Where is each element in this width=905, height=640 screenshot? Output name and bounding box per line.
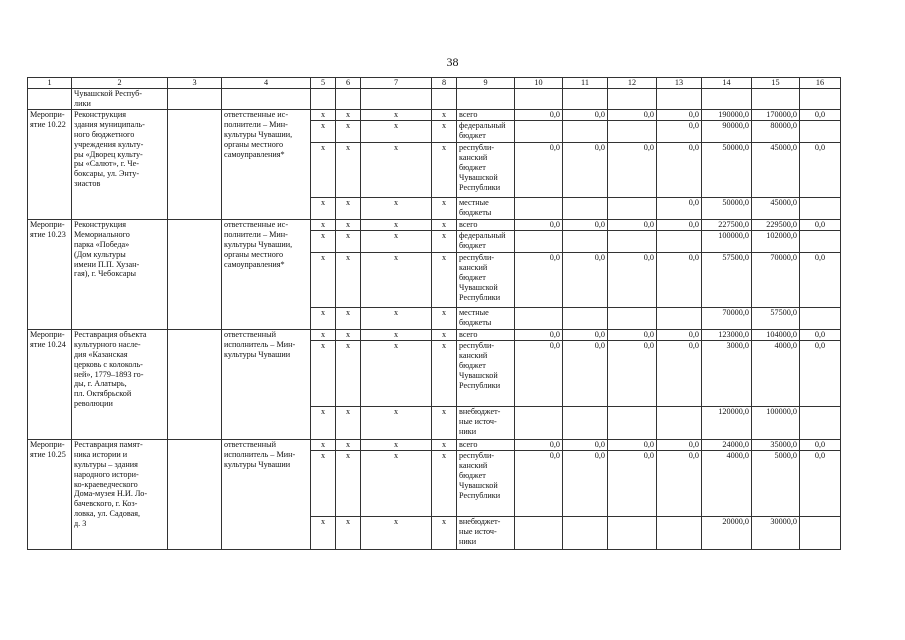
funding-source: внебюджет- ные источ- ники	[457, 516, 515, 549]
amount-cell: 0,0	[657, 439, 702, 450]
amount-cell: 20000,0	[702, 516, 752, 549]
amount-cell: 0,0	[657, 329, 702, 340]
funding-source: федеральный бюджет	[457, 120, 515, 142]
amount-cell	[800, 516, 841, 549]
funding-source: республи- канский бюджет Чувашской Республики	[457, 340, 515, 406]
measure-id: Меропри- ятие 10.23	[28, 219, 72, 329]
amount-cell: 0,0	[515, 340, 563, 406]
amount-cell: 0,0	[657, 197, 702, 219]
amount-cell	[800, 197, 841, 219]
code-cell: x	[361, 109, 432, 120]
amount-cell: 0,0	[657, 142, 702, 197]
amount-cell: 80000,0	[752, 120, 800, 142]
amount-cell: 0,0	[800, 142, 841, 197]
amount-cell: 5000,0	[752, 450, 800, 516]
funding-source: всего	[457, 439, 515, 450]
col-header: 7	[361, 78, 432, 89]
code-cell: x	[432, 307, 457, 329]
amount-cell: 0,0	[608, 219, 657, 230]
amount-cell	[657, 307, 702, 329]
code-cell: x	[361, 439, 432, 450]
page-number: 38	[446, 55, 459, 69]
funding-source: республи- канский бюджет Чувашской Республики	[457, 142, 515, 197]
program-table	[27, 77, 841, 550]
code-cell: x	[311, 120, 336, 142]
amount-cell	[563, 307, 608, 329]
column-number-row	[28, 78, 841, 89]
code-cell: x	[432, 439, 457, 450]
amount-cell: 227500,0	[702, 219, 752, 230]
amount-cell: 120000,0	[702, 406, 752, 439]
funding-source: местные бюджеты	[457, 307, 515, 329]
code-cell: x	[336, 142, 361, 197]
amount-cell: 0,0	[657, 340, 702, 406]
cell	[608, 88, 657, 109]
code-cell: x	[432, 450, 457, 516]
amount-cell	[608, 307, 657, 329]
code-cell: x	[311, 142, 336, 197]
amount-cell: 0,0	[800, 252, 841, 307]
amount-cell: 0,0	[800, 340, 841, 406]
amount-cell: 50000,0	[702, 197, 752, 219]
budget-row	[28, 329, 841, 340]
amount-cell: 57500,0	[752, 307, 800, 329]
budget-row	[28, 439, 841, 450]
cell	[168, 439, 222, 549]
code-cell: x	[336, 450, 361, 516]
cell	[168, 109, 222, 219]
amount-cell: 0,0	[515, 219, 563, 230]
amount-cell: 100000,0	[702, 230, 752, 252]
measure-id: Меропри- ятие 10.25	[28, 439, 72, 549]
amount-cell	[800, 307, 841, 329]
code-cell: x	[336, 109, 361, 120]
code-cell: x	[432, 406, 457, 439]
code-cell: x	[311, 516, 336, 549]
code-cell: x	[336, 219, 361, 230]
amount-cell: 45000,0	[752, 142, 800, 197]
amount-cell	[800, 230, 841, 252]
cell	[563, 88, 608, 109]
amount-cell: 0,0	[608, 142, 657, 197]
amount-cell	[657, 230, 702, 252]
amount-cell: 0,0	[608, 439, 657, 450]
amount-cell: 0,0	[800, 219, 841, 230]
code-cell: x	[432, 120, 457, 142]
code-cell: x	[336, 307, 361, 329]
code-cell: x	[432, 142, 457, 197]
amount-cell: 0,0	[563, 252, 608, 307]
code-cell: x	[432, 516, 457, 549]
executor: ответственный исполнитель – Мин- культуры Чувашии	[222, 439, 311, 549]
amount-cell: 0,0	[563, 142, 608, 197]
amount-cell: 0,0	[657, 109, 702, 120]
amount-cell: 0,0	[800, 450, 841, 516]
code-cell: x	[311, 307, 336, 329]
amount-cell	[515, 120, 563, 142]
amount-cell: 70000,0	[752, 252, 800, 307]
amount-cell: 0,0	[657, 252, 702, 307]
code-cell: x	[361, 219, 432, 230]
funding-source: республи- канский бюджет Чувашской Республики	[457, 450, 515, 516]
object-name: Чувашской Респуб- лики	[72, 88, 168, 109]
col-header: 16	[800, 78, 841, 89]
amount-cell	[515, 197, 563, 219]
executor: ответственные ис- полнители – Мин- культуры Чувашии, органы местного самоуправления*	[222, 109, 311, 219]
amount-cell: 104000,0	[752, 329, 800, 340]
col-header: 15	[752, 78, 800, 89]
code-cell: x	[361, 252, 432, 307]
funding-source: всего	[457, 329, 515, 340]
amount-cell: 0,0	[800, 109, 841, 120]
amount-cell: 0,0	[608, 329, 657, 340]
amount-cell	[657, 516, 702, 549]
code-cell: x	[311, 252, 336, 307]
cell	[361, 88, 432, 109]
code-cell: x	[311, 329, 336, 340]
amount-cell: 123000,0	[702, 329, 752, 340]
amount-cell	[608, 406, 657, 439]
col-header: 2	[72, 78, 168, 89]
amount-cell: 229500,0	[752, 219, 800, 230]
object-name: Реконструкция здания муниципаль- ного бюджетного учреждения культу- ры «Дворец культу- ры «Салют», г. Че- боксары, ул. Энту- зиастов	[72, 109, 168, 219]
amount-cell: 24000,0	[702, 439, 752, 450]
cell	[657, 88, 702, 109]
amount-cell	[563, 197, 608, 219]
amount-cell	[657, 406, 702, 439]
amount-cell	[515, 307, 563, 329]
amount-cell: 90000,0	[702, 120, 752, 142]
amount-cell	[608, 197, 657, 219]
code-cell: x	[336, 120, 361, 142]
budget-row	[28, 109, 841, 120]
code-cell: x	[432, 197, 457, 219]
amount-cell: 0,0	[800, 439, 841, 450]
funding-source: внебюджет- ные источ- ники	[457, 406, 515, 439]
code-cell: x	[311, 439, 336, 450]
amount-cell	[608, 516, 657, 549]
amount-cell	[515, 230, 563, 252]
amount-cell: 4000,0	[702, 450, 752, 516]
amount-cell: 57500,0	[702, 252, 752, 307]
amount-cell: 50000,0	[702, 142, 752, 197]
executor: ответственный исполнитель – Мин- культуры Чувашии	[222, 329, 311, 439]
amount-cell: 102000,0	[752, 230, 800, 252]
code-cell: x	[432, 340, 457, 406]
code-cell: x	[336, 439, 361, 450]
amount-cell: 0,0	[515, 439, 563, 450]
cell	[168, 329, 222, 439]
code-cell: x	[311, 109, 336, 120]
amount-cell: 30000,0	[752, 516, 800, 549]
amount-cell: 70000,0	[702, 307, 752, 329]
code-cell: x	[361, 406, 432, 439]
amount-cell	[563, 230, 608, 252]
amount-cell: 0,0	[608, 252, 657, 307]
code-cell: x	[361, 329, 432, 340]
amount-cell	[608, 120, 657, 142]
code-cell: x	[361, 450, 432, 516]
code-cell: x	[311, 230, 336, 252]
amount-cell: 0,0	[608, 109, 657, 120]
amount-cell: 0,0	[608, 340, 657, 406]
cell	[457, 88, 515, 109]
amount-cell: 190000,0	[702, 109, 752, 120]
code-cell: x	[432, 230, 457, 252]
col-header: 1	[28, 78, 72, 89]
amount-cell: 0,0	[515, 142, 563, 197]
cell	[222, 88, 311, 109]
continuation-row	[28, 88, 841, 109]
code-cell: x	[361, 307, 432, 329]
amount-cell: 0,0	[563, 329, 608, 340]
col-header: 5	[311, 78, 336, 89]
amount-cell: 4000,0	[752, 340, 800, 406]
measure-id: Меропри- ятие 10.22	[28, 109, 72, 219]
code-cell: x	[336, 329, 361, 340]
col-header: 9	[457, 78, 515, 89]
amount-cell	[800, 120, 841, 142]
amount-cell: 45000,0	[752, 197, 800, 219]
amount-cell: 0,0	[515, 252, 563, 307]
amount-cell: 0,0	[563, 450, 608, 516]
code-cell: x	[311, 450, 336, 516]
col-header: 12	[608, 78, 657, 89]
code-cell: x	[336, 406, 361, 439]
code-cell: x	[311, 340, 336, 406]
amount-cell: 3000,0	[702, 340, 752, 406]
executor: ответственные ис- полнители – Мин- культуры Чувашии, органы местного самоуправления*	[222, 219, 311, 329]
col-header: 6	[336, 78, 361, 89]
code-cell: x	[336, 197, 361, 219]
code-cell: x	[361, 120, 432, 142]
amount-cell: 0,0	[563, 340, 608, 406]
funding-source: всего	[457, 109, 515, 120]
cell	[800, 88, 841, 109]
code-cell: x	[336, 230, 361, 252]
object-name: Реставрация объекта культурного насле- дия «Казанская церковь с колоколь- ней», 1779–1893 го- ды, г. Алатырь, пл. Октябрьской революции	[72, 329, 168, 439]
code-cell: x	[336, 340, 361, 406]
code-cell: x	[432, 329, 457, 340]
amount-cell: 100000,0	[752, 406, 800, 439]
amount-cell	[563, 120, 608, 142]
code-cell: x	[361, 516, 432, 549]
cell	[336, 88, 361, 109]
code-cell: x	[361, 340, 432, 406]
code-cell: x	[361, 142, 432, 197]
col-header: 4	[222, 78, 311, 89]
cell	[515, 88, 563, 109]
amount-cell: 35000,0	[752, 439, 800, 450]
col-header: 8	[432, 78, 457, 89]
amount-cell	[800, 406, 841, 439]
col-header: 3	[168, 78, 222, 89]
col-header: 11	[563, 78, 608, 89]
col-header: 10	[515, 78, 563, 89]
amount-cell: 0,0	[657, 219, 702, 230]
amount-cell	[515, 406, 563, 439]
amount-cell: 0,0	[563, 109, 608, 120]
code-cell: x	[336, 252, 361, 307]
amount-cell: 0,0	[657, 450, 702, 516]
funding-source: всего	[457, 219, 515, 230]
budget-row	[28, 219, 841, 230]
amount-cell: 0,0	[515, 450, 563, 516]
code-cell: x	[432, 219, 457, 230]
object-name: Реконструкция Мемориального парка «Победа» (Дом культуры имени П.П. Хузан- гая), г. Чебоксары	[72, 219, 168, 329]
funding-source: федеральный бюджет	[457, 230, 515, 252]
cell	[702, 88, 752, 109]
amount-cell: 0,0	[657, 120, 702, 142]
code-cell: x	[361, 197, 432, 219]
cell	[311, 88, 336, 109]
col-header: 14	[702, 78, 752, 89]
amount-cell: 0,0	[515, 329, 563, 340]
code-cell: x	[432, 109, 457, 120]
amount-cell: 170000,0	[752, 109, 800, 120]
cell	[168, 88, 222, 109]
cell	[28, 88, 72, 109]
funding-source: республи- канский бюджет Чувашской Республики	[457, 252, 515, 307]
amount-cell: 0,0	[563, 219, 608, 230]
measure-id: Меропри- ятие 10.24	[28, 329, 72, 439]
cell	[168, 219, 222, 329]
amount-cell	[515, 516, 563, 549]
amount-cell	[563, 516, 608, 549]
cell	[752, 88, 800, 109]
amount-cell: 0,0	[515, 109, 563, 120]
code-cell: x	[432, 252, 457, 307]
code-cell: x	[311, 219, 336, 230]
amount-cell	[608, 230, 657, 252]
funding-source: местные бюджеты	[457, 197, 515, 219]
code-cell: x	[311, 197, 336, 219]
code-cell: x	[361, 230, 432, 252]
amount-cell: 0,0	[608, 450, 657, 516]
code-cell: x	[336, 516, 361, 549]
amount-cell	[563, 406, 608, 439]
cell	[432, 88, 457, 109]
col-header: 13	[657, 78, 702, 89]
amount-cell: 0,0	[563, 439, 608, 450]
amount-cell: 0,0	[800, 329, 841, 340]
object-name: Реставрация памят- ника истории и культуры – здания народного истори- ко-краеведческого Дома-музея Н.И. Ло- бачевского, г. Коз- ловка, ул. Садовая, д. 3	[72, 439, 168, 549]
code-cell: x	[311, 406, 336, 439]
